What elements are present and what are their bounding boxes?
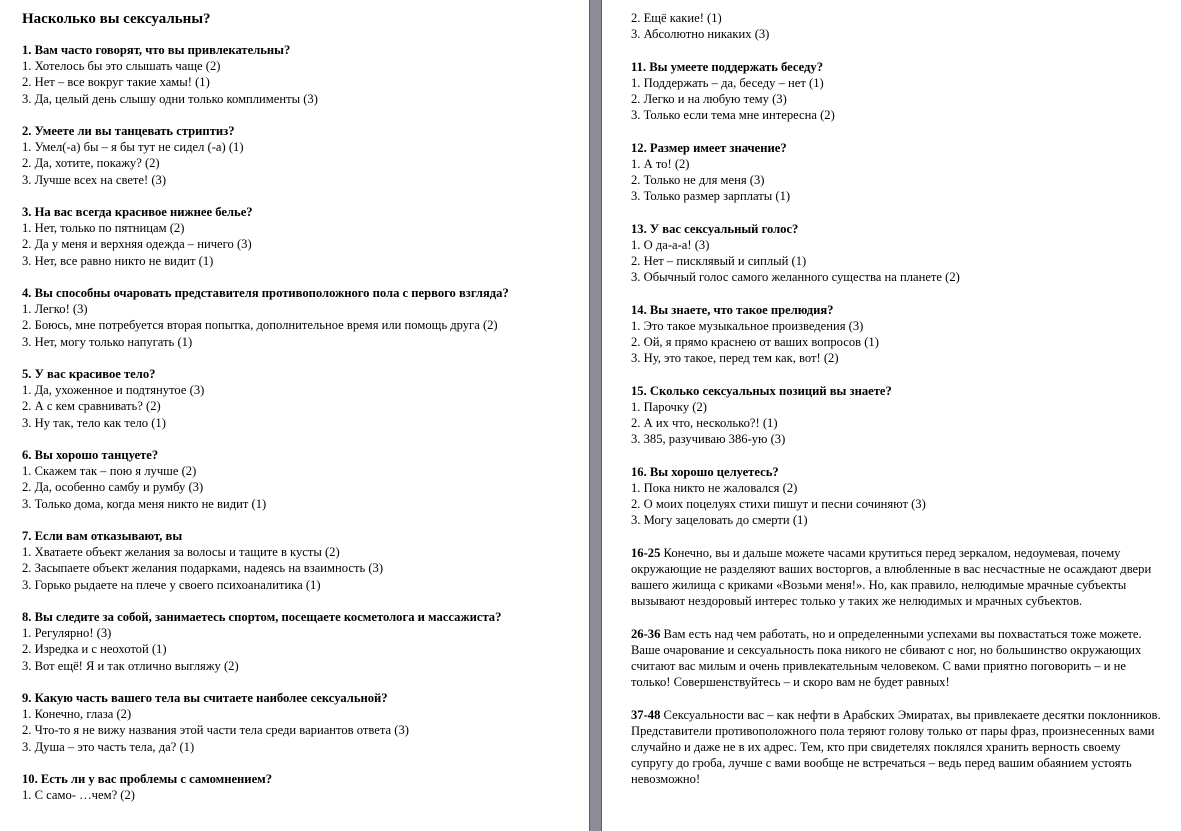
- question-text: 7. Если вам отказывают, вы: [22, 529, 183, 543]
- question-text: 9. Какую часть вашего тела вы считаете наиболее сексуальной?: [22, 691, 388, 705]
- question-text: 3. На вас всегда красивое нижнее белье?: [22, 205, 253, 219]
- answer-option: 2. Нет – писклявый и сиплый (1): [631, 254, 807, 268]
- question-text: 4. Вы способны очаровать представителя противоположного пола с первого взгляда?: [22, 286, 509, 300]
- question-block: [22, 690, 579, 755]
- answer-option: 2. Легко и на любую тему (3): [631, 92, 787, 106]
- left-question-list: [22, 42, 579, 803]
- question-block: [22, 204, 579, 269]
- answer-option: 1. Скажем так – пою я лучше (2): [22, 464, 197, 479]
- answer-option: 3. Только размер зарплаты (1): [631, 189, 791, 204]
- result-text: Конечно, вы и дальше можете часами крутиться перед зеркалом, недоумевая, почему окружающие не разделяют ваших восторгов, а влюбленные в вас несчастные не осаждают двери вашего жилища с криками «Возьми меня!». Но, как правило, нелюдимые мрачные субъекты вызывают нездоровый интерес только у таких же нелюдимых и мрачных субъектов.: [631, 545, 1152, 609]
- answer-option: 2. Нет – все вокруг такие хамы! (1): [22, 75, 210, 90]
- question-block: [22, 447, 579, 512]
- answer-option: 1. Поддержать – да, беседу – нет (1): [631, 75, 824, 90]
- question-text: 15. Сколько сексуальных позиций вы знаете?: [631, 383, 892, 398]
- answer-option: 1. О да-а-а! (3): [631, 237, 710, 252]
- answer-option: 2. А с кем сравнивать? (2): [22, 399, 161, 414]
- answer-option: 2. О моих поцелуях стихи пишут и песни сочиняют (3): [631, 497, 926, 511]
- question-10-continuation: [631, 10, 1171, 42]
- results-list: [631, 545, 1171, 788]
- answer-option: 1. Хватаете объект желания за волосы и тащите в кусты (2): [22, 545, 340, 560]
- question-block: [631, 59, 1171, 124]
- question-text: 14. Вы знаете, что такое прелюдия?: [631, 302, 834, 317]
- answer-option: 3. Да, целый день слышу одни только комплименты (3): [22, 91, 318, 106]
- answer-option: 2. Да, особенно самбу и румбу (3): [22, 480, 204, 495]
- answer-option: 2. Что-то я не вижу названия этой части тела среди вариантов ответа (3): [22, 723, 409, 738]
- right-question-list: [631, 59, 1171, 529]
- question-text: 11. Вы умеете поддержать беседу?: [631, 59, 824, 74]
- answer-option: 1. Легко! (3): [22, 302, 88, 317]
- question-block: [631, 221, 1171, 286]
- question-text: 1. Вам часто говорят, что вы привлекательны?: [22, 43, 291, 57]
- answer-option: 1. Конечно, глаза (2): [22, 707, 132, 722]
- right-page: [604, 0, 1181, 831]
- question-text: 12. Размер имеет значение?: [631, 140, 787, 155]
- score-range: 16-25: [631, 545, 661, 560]
- question-text: 8. Вы следите за собой, занимаетесь спортом, посещаете косметолога и массажиста?: [22, 610, 502, 624]
- score-range: 37-48: [631, 707, 661, 722]
- answer-option: 3. Ну, это такое, перед тем как, вот! (2): [631, 351, 839, 366]
- answer-option: 1. Хотелось бы это слышать чаще (2): [22, 59, 221, 74]
- answer-option: 3. Душа – это часть тела, да? (1): [22, 739, 195, 754]
- question-block: [631, 383, 1171, 448]
- option-line: 2. Ещё какие! (1): [631, 11, 722, 25]
- score-range: 26-36: [631, 626, 661, 641]
- answer-option: 3. Нет, все равно никто не видит (1): [22, 253, 214, 268]
- result-text: Сексуальности вас – как нефти в Арабских Эмиратах, вы привлекаете десятки поклонников. Представители противоположного пола теряют голову только от пары фраз, произнесенных вами случайно и даже не в их адрес. Тем, кто при свидетелях поклялся хранить верность своему супругу до гроба, лучше с вами вообще не встречаться – ведь перед вашим обаянием устоять невозможно!: [631, 707, 1161, 787]
- answer-option: 3. Вот ещё! Я и так отлично выгляжу (2): [22, 658, 239, 673]
- answer-option: 3. Лучше всех на свете! (3): [22, 172, 167, 187]
- page-divider: [587, 0, 604, 831]
- answer-option: 2. А их что, несколько?! (1): [631, 416, 778, 430]
- option-line: 3. Абсолютно никаких (3): [631, 27, 770, 42]
- answer-option: 3. Только если тема мне интересна (2): [631, 108, 835, 123]
- answer-option: 1. Пока никто не жаловался (2): [631, 480, 798, 495]
- result-text: Вам есть над чем работать, но и определенными успехами вы похвастаться тоже можете. Ваше очарование и сексуальность пока никого не сбивают с ног, но большинство окружающих считают вас милым и очень привлекательным человеком. С вами приятно поговорить – и не только! Совершенствуйтесь – и скоро вам не будет равных!: [631, 626, 1142, 690]
- question-block: [22, 42, 579, 107]
- left-page: [0, 0, 587, 831]
- page-divider-bar: [589, 0, 602, 831]
- question-block: [631, 464, 1171, 529]
- page-title: Насколько вы сексуальны?: [22, 11, 211, 27]
- question-text: 2. Умеете ли вы танцевать стриптиз?: [22, 124, 235, 138]
- question-block: [22, 123, 579, 188]
- answer-option: 3. Только дома, когда меня никто не видит (1): [22, 496, 267, 511]
- question-text: 5. У вас красивое тело?: [22, 367, 156, 381]
- answer-option: 1. Парочку (2): [631, 399, 707, 414]
- answer-option: 2. Боюсь, мне потребуется вторая попытка, дополнительное время или помощь друга (2): [22, 318, 498, 333]
- question-text: 16. Вы хорошо целуетесь?: [631, 464, 779, 479]
- question-text: 6. Вы хорошо танцуете?: [22, 448, 159, 462]
- question-block: [22, 366, 579, 431]
- answer-option: 3. Обычный голос самого желанного существа на планете (2): [631, 270, 960, 285]
- answer-option: 1. С само- …чем? (2): [22, 788, 135, 803]
- answer-option: 1. Нет, только по пятницам (2): [22, 221, 185, 236]
- answer-option: 1. Регулярно! (3): [22, 626, 112, 641]
- answer-option: 2. Да, хотите, покажу? (2): [22, 156, 160, 171]
- question-block: [22, 609, 579, 674]
- question-block: [631, 302, 1171, 367]
- answer-option: 2. Изредка и с неохотой (1): [22, 642, 167, 657]
- answer-option: 1. Это такое музыкальное произведения (3): [631, 318, 864, 333]
- answer-option: 1. Да, ухоженное и подтянутое (3): [22, 383, 205, 398]
- answer-option: 3. Ну так, тело как тело (1): [22, 415, 166, 430]
- question-block: [22, 528, 579, 593]
- answer-option: 2. Ой, я прямо краснею от ваших вопросов (1): [631, 335, 879, 349]
- answer-option: 2. Да у меня и верхняя одежда – ничего (3): [22, 237, 252, 252]
- answer-option: 2. Засыпаете объект желания подарками, надеясь на взаимность (3): [22, 561, 384, 576]
- question-block: [22, 285, 579, 350]
- question-text: 13. У вас сексуальный голос?: [631, 221, 799, 236]
- question-text: 10. Есть ли у вас проблемы с самомнением?: [22, 772, 273, 786]
- result-paragraph: [631, 626, 1171, 691]
- result-paragraph: [631, 545, 1171, 610]
- result-paragraph: [631, 707, 1171, 788]
- answer-option: 1. А то! (2): [631, 156, 690, 171]
- question-block: [631, 140, 1171, 205]
- answer-option: 2. Только не для меня (3): [631, 173, 765, 187]
- answer-option: 3. Нет, могу только напугать (1): [22, 334, 193, 349]
- answer-option: 3. Горько рыдаете на плече у своего психоаналитика (1): [22, 577, 321, 592]
- answer-option: 3. 385, разучиваю 386-ую (3): [631, 432, 786, 447]
- answer-option: 3. Могу зацеловать до смерти (1): [631, 513, 808, 528]
- answer-option: 1. Умел(-а) бы – я бы тут не сидел (-а) (1): [22, 140, 244, 155]
- question-block: [22, 771, 579, 803]
